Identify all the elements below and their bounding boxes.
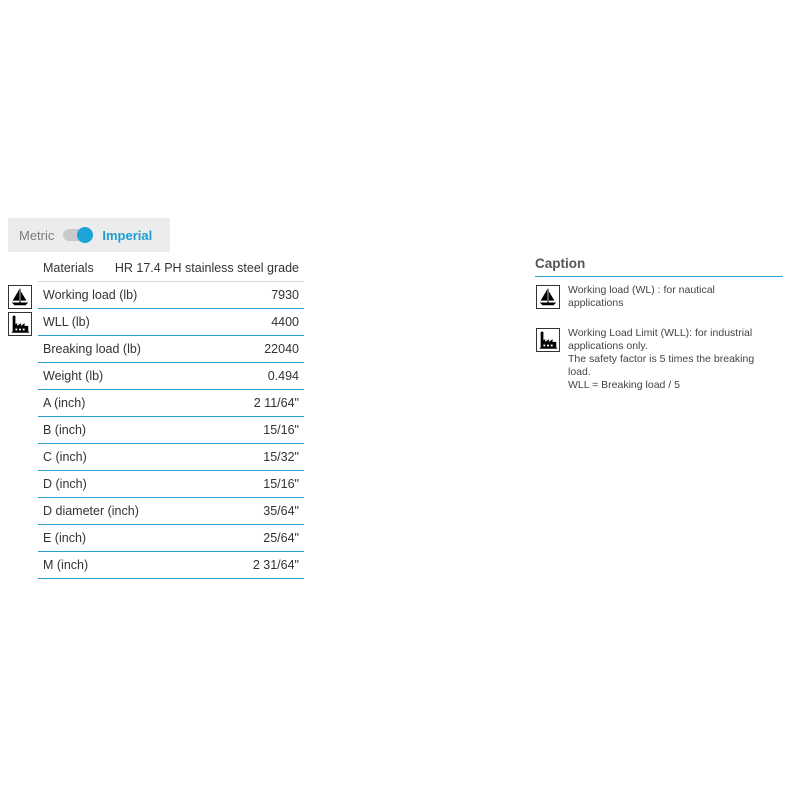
metric-option[interactable]: Metric xyxy=(19,227,55,243)
spec-row-d-diameter xyxy=(38,498,304,525)
caption-title: Caption xyxy=(535,256,586,271)
spec-value: 0.494 xyxy=(267,369,299,383)
unit-switch[interactable] xyxy=(63,227,93,243)
caption-line: load. xyxy=(568,366,591,378)
spec-value: 2 31/64" xyxy=(252,558,299,572)
spec-row-wll xyxy=(38,309,304,336)
spec-label: WLL (lb) xyxy=(43,315,90,329)
caption-line: WLL = Breaking load / 5 xyxy=(568,379,680,391)
spec-row-b xyxy=(38,417,304,444)
factory-icon xyxy=(8,312,32,336)
spec-table xyxy=(38,255,304,579)
spec-row-materials xyxy=(38,255,304,282)
spec-row-d xyxy=(38,471,304,498)
spec-value: HR 17.4 PH stainless steel grade xyxy=(114,261,299,275)
spec-value: 7930 xyxy=(271,288,299,302)
spec-row-breaking-load xyxy=(38,336,304,363)
spec-label: A (inch) xyxy=(43,396,86,410)
switch-knob xyxy=(77,227,93,243)
unit-toggle xyxy=(8,218,170,252)
caption-line: applications xyxy=(568,297,624,309)
spec-value: 35/64" xyxy=(263,504,299,518)
spec-row-c xyxy=(38,444,304,471)
sailboat-icon xyxy=(536,285,560,309)
spec-label: Breaking load (lb) xyxy=(43,342,141,356)
caption-item-wll xyxy=(568,327,778,392)
caption-line: Working load (WL) : for nautical xyxy=(568,284,715,296)
spec-value: 15/16" xyxy=(263,423,299,437)
caption-divider xyxy=(535,276,783,277)
caption-line: The safety factor is 5 times the breaking xyxy=(568,353,755,365)
spec-label: M (inch) xyxy=(43,558,89,572)
spec-label: B (inch) xyxy=(43,423,87,437)
imperial-option[interactable]: Imperial xyxy=(102,227,153,243)
spec-row-m xyxy=(38,552,304,579)
spec-label: Weight (lb) xyxy=(43,369,104,383)
spec-row-working-load xyxy=(38,282,304,309)
spec-row-a xyxy=(38,390,304,417)
spec-label: E (inch) xyxy=(43,531,87,545)
caption-item-wl xyxy=(568,284,778,310)
spec-label: Materials xyxy=(43,261,94,275)
spec-value: 25/64" xyxy=(263,531,299,545)
spec-value: 22040 xyxy=(264,342,299,356)
spec-row-e xyxy=(38,525,304,552)
caption-line: applications only. xyxy=(568,340,648,352)
spec-label: C (inch) xyxy=(43,450,87,464)
spec-value: 4400 xyxy=(271,315,299,329)
sailboat-icon xyxy=(8,285,32,309)
spec-value: 2 11/64" xyxy=(253,396,299,410)
spec-value: 15/16" xyxy=(263,477,299,491)
spec-label: D (inch) xyxy=(43,477,87,491)
spec-label: Working load (lb) xyxy=(43,288,138,302)
factory-icon xyxy=(536,328,560,352)
caption-line: Working Load Limit (WLL): for industrial xyxy=(568,327,753,339)
spec-value: 15/32" xyxy=(263,450,299,464)
spec-label: D diameter (inch) xyxy=(43,504,139,518)
spec-row-weight xyxy=(38,363,304,390)
